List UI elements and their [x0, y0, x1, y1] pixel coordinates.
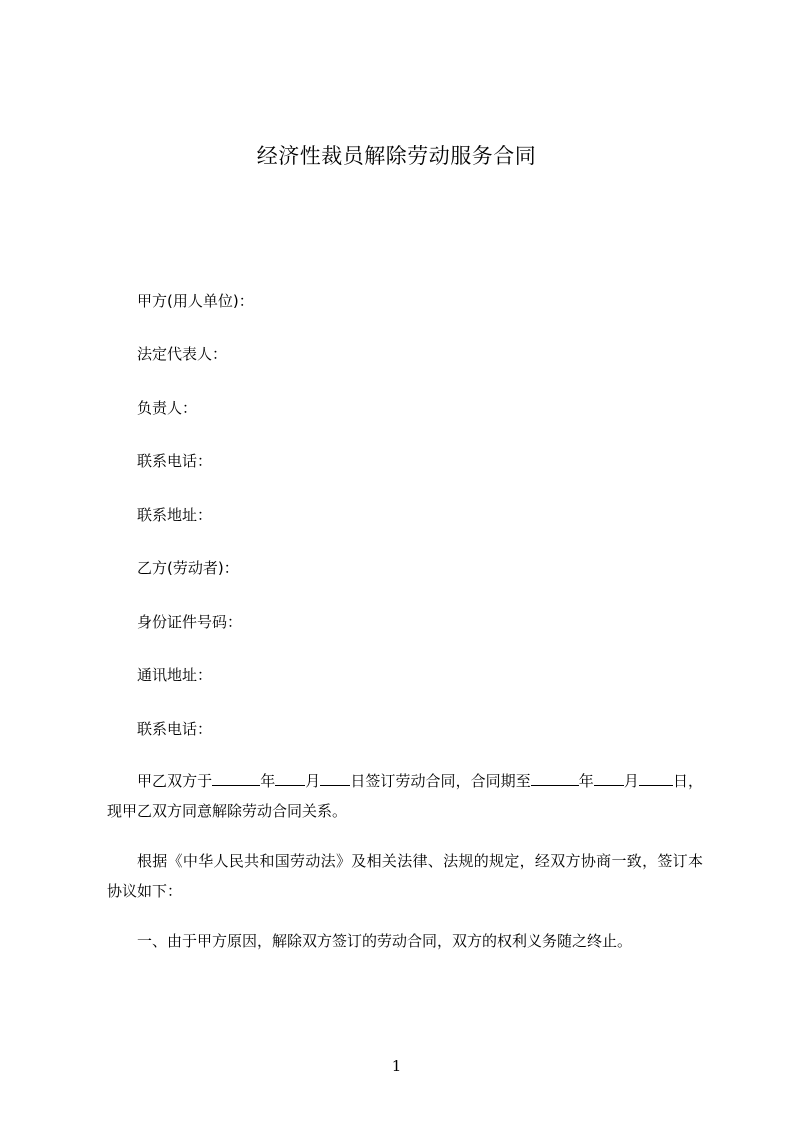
- paragraph-legal-basis: 根据《中华人民共和国劳动法》及相关法律、法规的规定，经双方协商一致，签订本协议如下：: [107, 852, 703, 900]
- field-party-a-phone: 联系电话：: [137, 452, 213, 470]
- text-segment: 日签订劳动合同，合同期至: [350, 772, 531, 790]
- field-party-a-address: 联系地址：: [137, 506, 213, 524]
- blank-line: [639, 770, 673, 786]
- field-person-in-charge: 负责人：: [137, 399, 198, 417]
- paragraph-contract-dates: [107, 766, 703, 826]
- text-segment: 月: [305, 772, 321, 790]
- field-party-b-phone: 联系电话：: [137, 720, 213, 738]
- blank-line: [320, 770, 350, 786]
- blank-line: [275, 770, 305, 786]
- blank-line: [531, 770, 579, 786]
- text-segment: 年: [578, 772, 594, 790]
- text-segment: 年: [260, 772, 276, 790]
- document-title: 经济性裁员解除劳动服务合同: [256, 144, 537, 168]
- field-legal-representative: 法定代表人：: [137, 345, 228, 363]
- text-segment: 甲乙双方于: [137, 772, 213, 790]
- field-party-b: 乙方(劳动者)：: [137, 559, 239, 577]
- blank-line: [212, 770, 260, 786]
- text-segment: 日，现甲乙双方同意解除劳动合同关系。: [107, 772, 703, 820]
- field-mailing-address: 通讯地址：: [137, 666, 213, 684]
- page-number: 1: [391, 1057, 402, 1075]
- paragraph-clause-1: 一、由于甲方原因，解除双方签订的劳动合同，双方的权利义务随之终止。: [137, 932, 633, 950]
- field-party-a: 甲方(用人单位)：: [137, 292, 254, 310]
- text-segment: 月: [623, 772, 639, 790]
- field-id-number: 身份证件号码：: [137, 613, 243, 631]
- blank-line: [594, 770, 624, 786]
